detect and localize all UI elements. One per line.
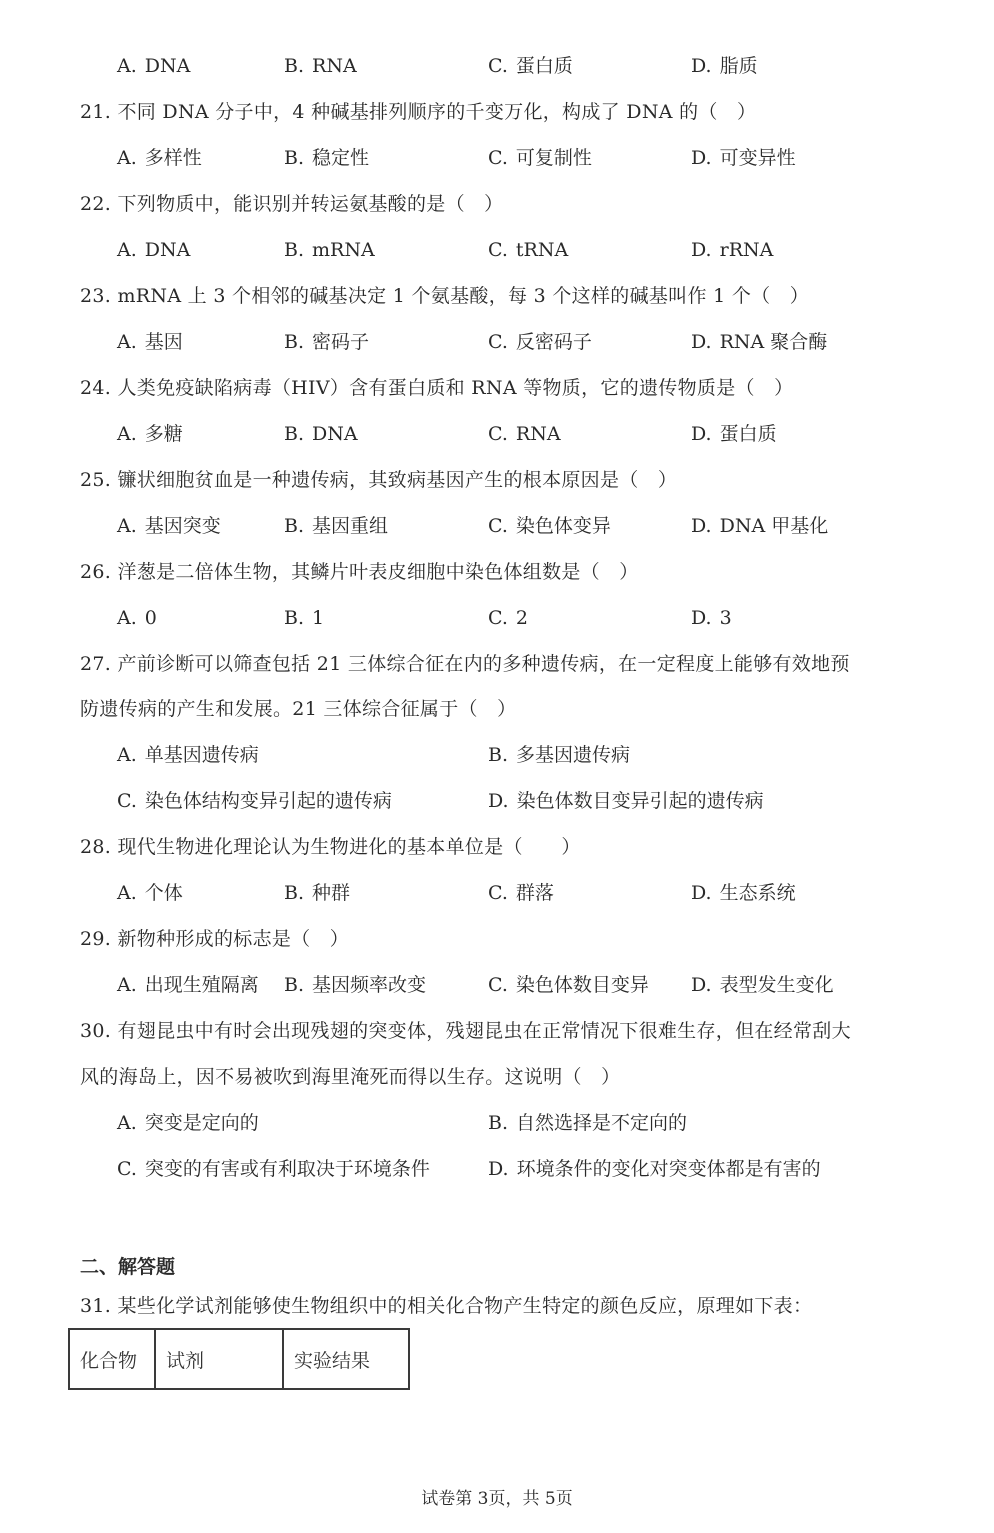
table-header-row — [69, 1329, 409, 1389]
option-d: D. 生态系统 — [691, 882, 796, 904]
option-b: B. 基因频率改变 — [284, 974, 427, 996]
question-27-stem-line2: 防遗传病的产生和发展。21 三体综合征属于（ ） — [80, 698, 517, 720]
option-d: D. 环境条件的变化对突变体都是有害的 — [488, 1158, 821, 1180]
option-c: C. 染色体结构变异引起的遗传病 — [117, 790, 392, 812]
option-a: A. DNA — [117, 55, 191, 77]
section-heading: 二、解答题 — [80, 1256, 176, 1278]
question-27-stem-line1: 27. 产前诊断可以筛查包括 21 三体综合征在内的多种遗传病，在一定程度上能够有效地预 — [80, 653, 850, 675]
option-d: D. 脂质 — [691, 55, 758, 77]
table-header-cell: 试剂 — [155, 1329, 283, 1389]
option-b: B. 1 — [284, 607, 325, 629]
option-a: A. 个体 — [117, 882, 183, 904]
page-footer: 试卷第 3页，共 5页 — [421, 1489, 573, 1509]
option-a: A. 多糖 — [117, 423, 183, 445]
option-d: D. 蛋白质 — [691, 423, 777, 445]
reagent-table — [68, 1328, 410, 1390]
option-b: B. DNA — [284, 423, 358, 445]
option-a: A. 单基因遗传病 — [117, 744, 259, 766]
question-28-stem: 28. 现代生物进化理论认为生物进化的基本单位是（ ） — [80, 836, 581, 858]
option-c: C. 染色体数目变异 — [488, 974, 649, 996]
option-c: C. 可复制性 — [488, 147, 592, 169]
option-b: B. RNA — [284, 55, 357, 77]
option-d: D. 3 — [691, 607, 732, 629]
question-29-stem: 29. 新物种形成的标志是（ ） — [80, 928, 350, 950]
option-d: D. 可变异性 — [691, 147, 796, 169]
question-25-stem: 25. 镰状细胞贫血是一种遗传病，其致病基因产生的根本原因是（ ） — [80, 469, 678, 491]
option-b: B. 自然选择是不定向的 — [488, 1112, 688, 1134]
question-30-stem-line1: 30. 有翅昆虫中有时会出现残翅的突变体，残翅昆虫在正常情况下很难生存，但在经常刮大 — [80, 1020, 851, 1042]
option-c: C. 群落 — [488, 882, 554, 904]
question-23-stem: 23. mRNA 上 3 个相邻的碱基决定 1 个氨基酸，每 3 个这样的碱基叫作 1 个（ ） — [80, 285, 810, 307]
option-b: B. mRNA — [284, 239, 375, 261]
option-d: D. rRNA — [691, 239, 774, 261]
option-b: B. 多基因遗传病 — [488, 744, 631, 766]
option-b: B. 种群 — [284, 882, 351, 904]
option-d: D. 染色体数目变异引起的遗传病 — [488, 790, 764, 812]
option-a: A. 多样性 — [117, 147, 202, 169]
option-c: C. tRNA — [488, 239, 569, 261]
option-c: C. 反密码子 — [488, 331, 592, 353]
option-c: C. 2 — [488, 607, 528, 629]
option-c: C. 突变的有害或有利取决于环境条件 — [117, 1158, 430, 1180]
option-c: C. RNA — [488, 423, 561, 445]
option-b: B. 稳定性 — [284, 147, 370, 169]
question-22-stem: 22. 下列物质中，能识别并转运氨基酸的是（ ） — [80, 193, 504, 215]
option-d: D. RNA 聚合酶 — [691, 331, 828, 353]
table-header-cell: 实验结果 — [283, 1329, 409, 1389]
option-a: A. 出现生殖隔离 — [117, 974, 259, 996]
option-a: A. DNA — [117, 239, 191, 261]
question-30-stem-line2: 风的海岛上，因不易被吹到海里淹死而得以生存。这说明（ ） — [80, 1066, 621, 1088]
option-d: D. 表型发生变化 — [691, 974, 834, 996]
option-d: D. DNA 甲基化 — [691, 515, 829, 537]
option-a: A. 基因突变 — [117, 515, 221, 537]
option-a: A. 突变是定向的 — [117, 1112, 259, 1134]
option-a: A. 0 — [117, 607, 157, 629]
option-c: C. 染色体变异 — [488, 515, 611, 537]
question-21-stem: 21. 不同 DNA 分子中，4 种碱基排列顺序的千变万化，构成了 DNA 的（ ） — [80, 101, 757, 123]
option-b: B. 密码子 — [284, 331, 370, 353]
question-26-stem: 26. 洋葱是二倍体生物，其鳞片叶表皮细胞中染色体组数是（ ） — [80, 561, 639, 583]
table-header-cell: 化合物 — [69, 1329, 155, 1389]
question-31-stem: 31. 某些化学试剂能够使生物组织中的相关化合物产生特定的颜色反应，原理如下表： — [80, 1295, 813, 1317]
question-24-stem: 24. 人类免疫缺陷病毒（HIV）含有蛋白质和 RNA 等物质，它的遗传物质是（ ） — [80, 377, 794, 399]
option-c: C. 蛋白质 — [488, 55, 573, 77]
option-a: A. 基因 — [117, 331, 183, 353]
option-b: B. 基因重组 — [284, 515, 389, 537]
